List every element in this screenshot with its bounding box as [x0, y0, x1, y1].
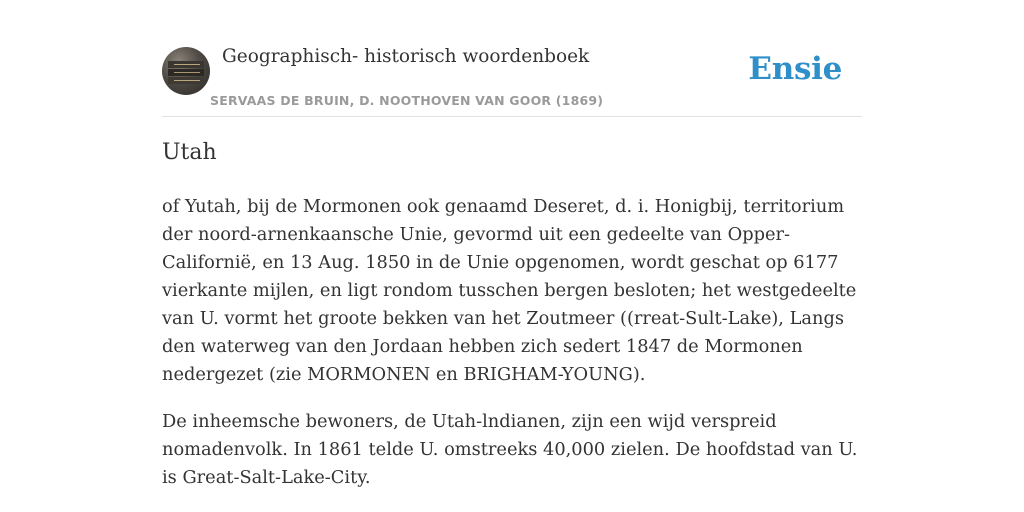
book-author: SERVAAS DE BRUIN, D. NOOTHOVEN VAN GOOR (1869): [210, 93, 604, 108]
entry-body: [162, 193, 872, 511]
book-title[interactable]: Geographisch- historisch woordenboek: [222, 46, 590, 67]
ensie-logo-link[interactable]: Ensie: [748, 51, 842, 87]
entry-paragraph: of Yutah, bij de Mormonen ook genaamd Deseret, d. i. Honigbij, territorium der noord-arnenkaansche Unie, gevormd uit een gedeelte van Opper-Californië, en 13 Aug. 1850 in de Unie opgenomen, wordt geschat op 6177 vierkante mijlen, en ligt rondom tusschen bergen besloten; het westgedeelte van U. vormt het groote bekken van het Zoutmeer ((rreat-Sult-Lake), Langs den waterweg van den Jordaan hebben zich sedert 1847 de Mormonen nedergezet (zie MORMONEN en BRIGHAM-YOUNG).: [162, 196, 857, 385]
entry-paragraph: De inheemsche bewoners, de Utah-lndianen, zijn een wijd verspreid nomadenvolk. In 1861 telde U. omstreeks 40,000 zielen. De hoofdstad van U. is Great-Salt-Lake-City.: [162, 411, 858, 488]
book-header: [162, 40, 862, 117]
book-cover-avatar[interactable]: [162, 47, 210, 95]
entry-title: Utah: [162, 140, 217, 165]
book-spines-icon: [162, 47, 210, 95]
